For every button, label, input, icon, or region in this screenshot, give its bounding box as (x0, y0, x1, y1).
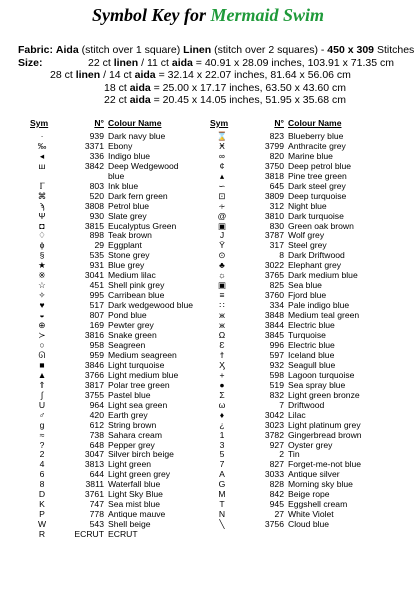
symbol: ‰ (37, 140, 47, 151)
size-line-4-post: = 20.45 x 14.05 inches, 51.95 x 35.68 cm (150, 94, 346, 106)
symbol: ◂ (39, 150, 45, 161)
colour-name: Polar tree green (108, 379, 170, 390)
symbol: A (219, 469, 225, 480)
thread-number: 598 (269, 369, 284, 380)
symbol-key-right (210, 119, 394, 530)
colour-name: Dark wedgewood blue (108, 300, 194, 311)
thread-number: 648 (89, 439, 104, 450)
thread-number: 535 (89, 250, 104, 261)
colour-name: String brown (108, 419, 157, 430)
colour-name: Waterfall blue (108, 479, 161, 490)
symbol: ᘏ (38, 349, 46, 360)
thread-number: 931 (89, 260, 104, 271)
thread-number: 3811 (85, 479, 104, 490)
symbol: K (39, 499, 45, 510)
thread-number: 930 (89, 210, 104, 221)
thread-number: 996 (269, 339, 284, 350)
symbol: Ω (218, 330, 226, 341)
colour-name: Tin (288, 449, 300, 460)
symbol: J (219, 230, 225, 241)
size-line-1-pre: 22 ct (88, 56, 114, 69)
key-row (210, 520, 394, 530)
symbol: ○ (39, 339, 45, 350)
symbol: 4 (39, 459, 45, 470)
symbol: ▣ (217, 220, 227, 231)
key-row (30, 530, 214, 540)
key-row (210, 441, 394, 451)
colour-name: Wolf grey (288, 230, 325, 241)
colour-name: Eggshell cream (288, 499, 348, 510)
colour-name: Seagull blue (288, 359, 336, 370)
thread-number: 3809 (264, 190, 284, 201)
symbol: ♣ (219, 260, 225, 271)
thread-number: 832 (269, 389, 284, 400)
size-line-4 (18, 94, 410, 107)
symbol: ω (218, 399, 226, 410)
thread-number: 3765 (264, 270, 284, 281)
symbol: ж (219, 320, 225, 331)
symbol: ж (219, 310, 225, 321)
size-line-4-aida: aida (129, 94, 151, 106)
colour-name: Electric blue (288, 339, 335, 350)
thread-number: 645 (269, 180, 284, 191)
symbol: ⇑ (38, 379, 46, 390)
thread-number: 3846 (84, 359, 104, 370)
thread-number: 830 (269, 220, 284, 231)
thread-number: 3844 (264, 320, 284, 331)
colour-name: Green oak brown (288, 220, 354, 231)
thread-number: 312 (269, 200, 284, 211)
symbol: ▣ (217, 280, 227, 291)
thread-number: 644 (89, 469, 104, 480)
symbol: ¢ (219, 160, 225, 171)
symbol: ⊕ (38, 320, 46, 331)
colour-name: Dark Driftwood (288, 250, 345, 261)
thread-number: 3042 (264, 409, 284, 420)
colour-name: Anthracite grey (288, 140, 346, 151)
fabric-size-info (18, 44, 415, 107)
symbol: ★ (38, 260, 46, 271)
thread-number: 8 (279, 250, 284, 261)
symbol: N (218, 509, 226, 520)
thread-number: 964 (89, 399, 104, 410)
symbol: ⊙ (218, 250, 226, 261)
symbol: ╲ (219, 519, 225, 530)
thread-number: 3817 (84, 379, 104, 390)
colour-name: Lilac (288, 409, 306, 420)
colour-name: Medium teal green (288, 310, 360, 321)
colour-name: Petrol blue (108, 200, 150, 211)
thread-number: 3816 (84, 330, 104, 341)
page-title (0, 5, 416, 26)
size-line-2-post: = 32.14 x 22.07 inches, 81.64 x 56.06 cm (155, 69, 351, 81)
thread-number: 738 (89, 429, 104, 440)
thread-number: 828 (269, 479, 284, 490)
symbol: ⊡ (218, 190, 226, 201)
key-header (210, 119, 394, 129)
symbol: ∻ (218, 200, 226, 211)
colour-name: White Violet (288, 509, 334, 520)
symbol: W (37, 519, 47, 530)
colour-name: Seagreen (108, 339, 146, 350)
symbol: ∷ (219, 300, 225, 311)
symbol: Ɛ (219, 339, 225, 350)
thread-number: 7 (279, 399, 284, 410)
colour-name: Slate grey (108, 210, 147, 221)
thread-number: 3755 (84, 389, 104, 400)
colour-name: Light Sky Blue (108, 489, 163, 500)
colour-name: Dark turquoise (288, 210, 344, 221)
colour-name: Ink blue (108, 180, 139, 191)
colour-name: Morning sky blue (288, 479, 353, 490)
thread-number: 3766 (84, 369, 104, 380)
symbol: G (218, 479, 226, 490)
colour-name: Deep petrol blue (288, 160, 352, 171)
thread-number: 3756 (264, 519, 284, 530)
thread-number: 597 (269, 349, 284, 360)
thread-number: 27 (274, 509, 284, 520)
thread-number: 3761 (84, 489, 104, 500)
symbol: ∽ (218, 180, 226, 191)
title-pattern-name: Mermaid Swim (210, 5, 325, 25)
thread-number: 519 (269, 379, 284, 390)
colour-name: Light sea green (108, 399, 168, 410)
colour-name: Night blue (288, 200, 327, 211)
stitch-count: 450 x 309 (327, 44, 375, 56)
symbol: ? (39, 439, 45, 450)
size-line-4-pre: 22 ct (104, 94, 130, 106)
colour-name: Pond blue (108, 310, 147, 321)
size-line-1-linen: linen (113, 56, 139, 69)
symbol: 1 (219, 429, 225, 440)
fabric-dash: - (320, 44, 325, 56)
colour-name: Stone grey (108, 250, 150, 261)
colour-name: Pewter grey (108, 320, 154, 331)
thread-number: 3041 (84, 270, 104, 281)
symbol: ♥ (39, 300, 45, 311)
title-prefix: Symbol Key for (91, 5, 206, 25)
colour-name: Electric blue (288, 320, 335, 331)
thread-number: 317 (269, 240, 284, 251)
symbol: ◒ (39, 310, 45, 321)
thread-number: 3371 (84, 140, 104, 151)
colour-name: Carribean blue (108, 290, 165, 301)
colour-name: Steel grey (288, 240, 327, 251)
symbol: Ψ (38, 210, 46, 221)
colour-name: Light platinum grey (288, 419, 361, 430)
thread-number: 932 (269, 359, 284, 370)
key-rows (30, 132, 214, 540)
thread-number: 958 (89, 339, 104, 350)
size-row (18, 57, 410, 70)
thread-number: 420 (89, 409, 104, 420)
colour-name: Ebony (108, 140, 133, 151)
symbol: 2 (39, 449, 45, 460)
colour-name: Oyster grey (288, 439, 333, 450)
symbol: ● (219, 379, 225, 390)
symbol: ※ (38, 270, 46, 281)
thread-number: 3787 (264, 230, 284, 241)
symbol: 3 (219, 439, 225, 450)
symbol: ✧ (38, 290, 46, 301)
header-sym: Sym (30, 118, 49, 128)
thread-number: 29 (94, 240, 104, 251)
colour-name: Dark medium blue (288, 270, 358, 281)
colour-name: Medium lilac (108, 270, 156, 281)
symbol: ☼ (218, 270, 226, 281)
thread-number: 3023 (264, 419, 284, 430)
thread-number: 520 (89, 190, 104, 201)
colour-name: Blueberry blue (288, 130, 344, 141)
colour-name: Eggplant (108, 240, 142, 251)
symbol: + (219, 369, 225, 380)
colour-name: Deep turquoise (288, 190, 347, 201)
fabric-label: Fabric: (18, 44, 54, 56)
colour-name: Dark fern green (108, 190, 168, 201)
colour-name: Pepper grey (108, 439, 155, 450)
symbol: 5 (219, 449, 225, 460)
thread-number: 825 (269, 280, 284, 291)
symbol: D (38, 489, 46, 500)
symbol: ☆ (38, 280, 46, 291)
thread-number: 3782 (264, 429, 284, 440)
symbol: g (39, 419, 45, 430)
colour-name: ECRUT (108, 529, 138, 540)
symbol: ϡ (39, 200, 45, 211)
stitch-word: Stitches (376, 44, 415, 56)
symbol: ■ (39, 359, 45, 370)
thread-number: 807 (89, 310, 104, 321)
thread-number: 820 (269, 150, 284, 161)
thread-number: 995 (89, 290, 104, 301)
colour-name: Light green bronze (288, 389, 360, 400)
size-line-1-aida: aida (171, 56, 193, 69)
symbol: 6 (39, 469, 45, 480)
colour-name: Sahara cream (108, 429, 162, 440)
symbol: ϕ (39, 240, 45, 251)
colour-name: Antique mauve (108, 509, 166, 520)
thread-number: 336 (89, 150, 104, 161)
symbol: ∞ (218, 150, 226, 161)
colour-name: Silver birch beige (108, 449, 174, 460)
colour-name: Earth grey (108, 409, 148, 420)
symbol: @ (217, 210, 227, 221)
thread-number: 959 (89, 349, 104, 360)
symbol: · (40, 130, 44, 141)
symbol: ϯ (220, 349, 224, 360)
colour-name: Indigo blue (108, 150, 151, 161)
thread-number: 543 (89, 519, 104, 530)
symbol: 7 (219, 459, 225, 470)
size-line-2-aida: aida (134, 69, 156, 81)
thread-number: 842 (269, 489, 284, 500)
thread-number: 2 (279, 449, 284, 460)
size-line-2-pre: 28 ct (50, 69, 76, 81)
fabric-aida: Aida (55, 44, 79, 56)
symbol: 8 (39, 479, 45, 490)
symbol: ◘ (39, 220, 45, 231)
colour-name: Light medium blue (108, 369, 179, 380)
colour-name: Lagoon turquoise (288, 369, 355, 380)
header-number: N° (274, 118, 284, 128)
symbol: R (38, 529, 46, 540)
thread-number: 778 (89, 509, 104, 520)
header-colour-name: Colour Name (288, 118, 342, 128)
colour-name: Light green (108, 459, 152, 470)
thread-number: 3799 (264, 140, 284, 151)
thread-number: 3842 (84, 160, 104, 171)
colour-name: Light turquoise (108, 359, 165, 370)
thread-number: 3810 (264, 210, 284, 221)
colour-name: Turquoise (288, 330, 326, 341)
colour-name: Sea spray blue (288, 379, 346, 390)
colour-name: Sea mist blue (108, 499, 161, 510)
colour-name: blue (108, 170, 125, 181)
symbol: Ӽ (219, 359, 225, 370)
thread-number: 334 (269, 300, 284, 311)
symbol: Ӿ (219, 140, 225, 151)
header-colour-name: Colour Name (108, 118, 162, 128)
size-line-1-post: = 40.91 x 28.09 inches, 103.91 x 71.35 cm (192, 56, 394, 69)
key-rows (210, 132, 394, 530)
thread-number: 823 (269, 130, 284, 141)
thread-number: 3047 (84, 449, 104, 460)
symbol: ♂ (38, 409, 46, 420)
colour-name: Pastel blue (108, 389, 151, 400)
colour-name: Beige rope (288, 489, 330, 500)
colour-name: Antique silver (288, 469, 340, 480)
colour-name: Teak brown (108, 230, 152, 241)
thread-number: 3848 (264, 310, 284, 321)
size-label: Size: (18, 56, 43, 69)
thread-number: 747 (89, 499, 104, 510)
size-line-3 (18, 82, 410, 95)
fabric-row (18, 44, 415, 57)
symbol: ⌛ (216, 130, 228, 141)
colour-name: Forget-me-not blue (288, 459, 362, 470)
colour-name: Snake green (108, 330, 157, 341)
header-number: N° (94, 118, 104, 128)
thread-number: 803 (89, 180, 104, 191)
thread-number: 451 (89, 280, 104, 291)
thread-number: 898 (89, 230, 104, 241)
symbol: ∫ (40, 389, 44, 400)
thread-number: ECRUT (74, 529, 104, 540)
thread-number: 3808 (84, 200, 104, 211)
key-header (30, 119, 214, 129)
symbol: ≻ (38, 330, 46, 341)
symbol: ⌘ (37, 190, 47, 201)
size-line-2-linen: linen (75, 69, 101, 81)
colour-name: Shell beige (108, 519, 151, 530)
colour-name: Cloud blue (288, 519, 330, 530)
colour-name: Pale indigo blue (288, 300, 350, 311)
symbol: ≡ (219, 290, 225, 301)
size-line-3-aida: aida (129, 81, 151, 94)
colour-name: Dark navy blue (108, 130, 166, 141)
colour-name: Fjord blue (288, 290, 327, 301)
thread-number: 927 (269, 439, 284, 450)
thread-number: 945 (269, 499, 284, 510)
colour-name: Light green grey (108, 469, 171, 480)
symbol: ¿ (219, 419, 225, 430)
symbol: § (39, 250, 45, 261)
thread-number: 3845 (264, 330, 284, 341)
colour-name: Driftwood (288, 399, 325, 410)
fabric-linen-note: (stitch over 2 squares) (214, 44, 318, 56)
thread-number: 939 (89, 130, 104, 141)
thread-number: 3033 (264, 469, 284, 480)
size-line-3-post: = 25.00 x 17.17 inches, 63.50 x 43.60 cm (150, 81, 346, 94)
key-row (210, 431, 394, 441)
symbol: ℾ (39, 180, 45, 191)
symbol: Σ (219, 389, 225, 400)
colour-name: Elephant grey (288, 260, 342, 271)
colour-name: Dark steel grey (288, 180, 346, 191)
thread-number: 169 (89, 320, 104, 331)
symbol: U (38, 399, 46, 410)
header-sym: Sym (210, 118, 229, 128)
thread-number: 3815 (84, 220, 104, 231)
size-line-1-mid: / 11 ct (138, 56, 172, 69)
colour-name: Iceland blue (288, 349, 335, 360)
key-row (30, 431, 214, 441)
colour-name: Deep Wedgewood (108, 160, 179, 171)
thread-number: 3760 (264, 290, 284, 301)
thread-number: 517 (89, 300, 104, 311)
colour-name: Gingerbread brown (288, 429, 362, 440)
symbol: ♦ (219, 409, 225, 420)
colour-name: Blue grey (108, 260, 145, 271)
thread-number: 3022 (264, 260, 284, 271)
symbol: T (219, 499, 225, 510)
symbol: M (218, 489, 226, 500)
symbol: ♢ (38, 230, 46, 241)
fabric-linen: Linen (183, 44, 212, 56)
symbol: ▴ (219, 170, 225, 181)
colour-name: Marine blue (288, 150, 333, 161)
symbol: ▲ (37, 369, 47, 380)
symbol-key-left (30, 119, 214, 540)
colour-name: Pine tree green (288, 170, 347, 181)
size-line-2-mid: / 14 ct (100, 69, 135, 81)
thread-number: 3818 (264, 170, 284, 181)
size-line-2 (18, 69, 410, 82)
symbol: P (39, 509, 45, 520)
colour-name: Sea blue (288, 280, 322, 291)
colour-name: Medium seagreen (108, 349, 177, 360)
size-line-3-pre: 18 ct (104, 81, 130, 94)
symbol: ≈ (39, 429, 45, 440)
fabric-aida-note: (stitch over 1 square) (81, 44, 181, 56)
thread-number: 827 (269, 459, 284, 470)
symbol: Ϋ (219, 240, 225, 251)
thread-number: 3813 (84, 459, 104, 470)
symbol: ш (38, 160, 46, 171)
colour-name: Shell pink grey (108, 280, 165, 291)
colour-name: Eucalyptus Green (108, 220, 177, 231)
thread-number: 612 (89, 419, 104, 430)
thread-number: 3750 (264, 160, 284, 171)
